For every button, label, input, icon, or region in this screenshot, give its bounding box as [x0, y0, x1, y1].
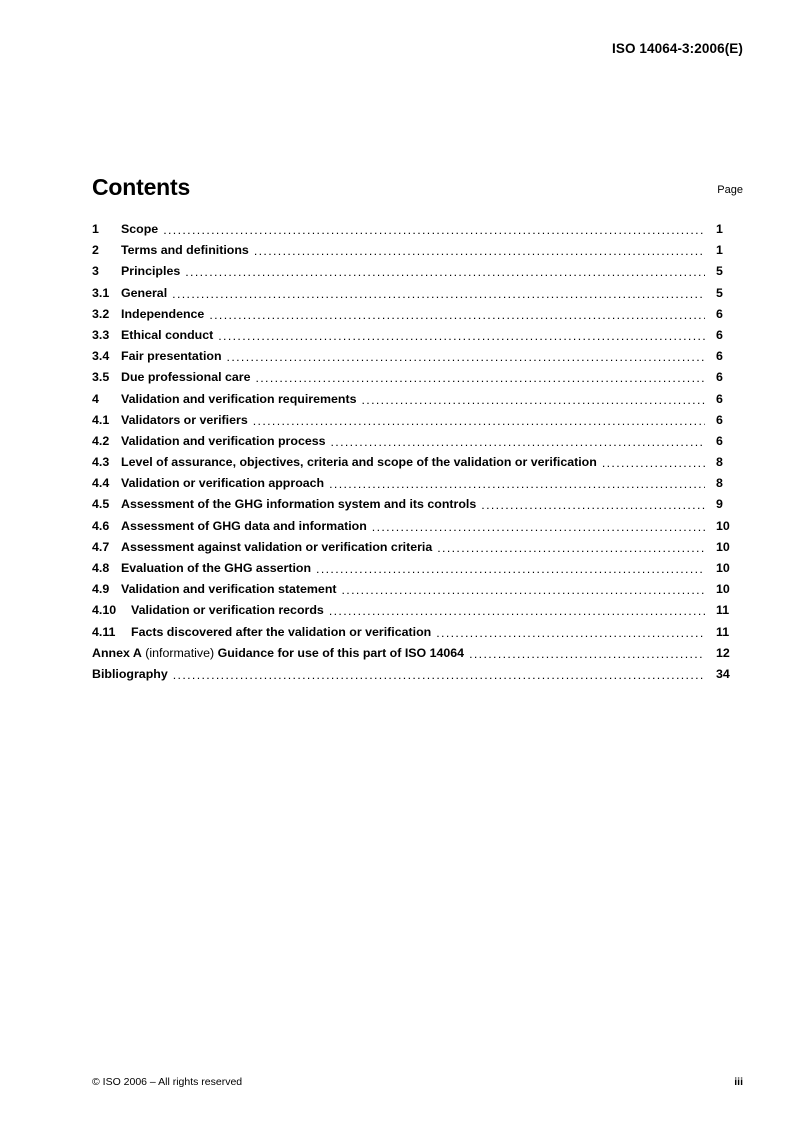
table-of-contents: [92, 222, 743, 688]
toc-dot-leader: [329, 476, 705, 493]
toc-entry[interactable]: [92, 540, 743, 561]
toc-entry-title: Level of assurance, objectives, criteria and scope of the validation or verification: [121, 455, 597, 470]
toc-entry-page-number: 5: [716, 264, 723, 279]
toc-entry[interactable]: [92, 625, 743, 646]
toc-dot-leader: [185, 264, 705, 281]
toc-entry[interactable]: [92, 392, 743, 413]
toc-entry-title: Validation or verification approach: [121, 476, 325, 491]
toc-entry-title: Principles: [121, 264, 181, 279]
toc-entry-title: General: [121, 285, 168, 300]
toc-entry-title: Assessment against validation or verification criteria: [121, 539, 433, 554]
toc-entry-number: 3.3: [92, 327, 110, 342]
toc-entry-title: Independence: [121, 306, 205, 321]
toc-dot-leader: [254, 243, 705, 260]
toc-dot-leader: [372, 519, 705, 536]
toc-entry-page-number: 10: [716, 539, 730, 554]
toc-entry-page-number: 11: [716, 603, 730, 618]
toc-entry-title: [92, 646, 469, 660]
toc-entry[interactable]: [92, 413, 743, 434]
toc-entry-page-number: 10: [716, 582, 730, 597]
toc-entry-title: Validation and verification statement: [121, 582, 337, 597]
toc-entry-title: Validators or verifiers: [121, 412, 248, 427]
toc-entry-number: 4.2: [92, 433, 110, 448]
toc-entry-title-prefix: Annex A: [92, 645, 142, 660]
page-title: Contents: [92, 174, 191, 200]
toc-entry[interactable]: [92, 667, 743, 688]
toc-entry-page-number: 1: [716, 222, 723, 236]
contents-header: [92, 174, 743, 204]
toc-entry-number: 4.7: [92, 539, 110, 554]
toc-entry-page-number: 34: [716, 666, 730, 681]
toc-entry[interactable]: [92, 307, 743, 328]
toc-dot-leader: [227, 349, 705, 366]
toc-entry[interactable]: [92, 646, 743, 667]
toc-entry-number: 4.8: [92, 561, 110, 575]
toc-entry[interactable]: [92, 561, 743, 582]
toc-dot-leader: [436, 625, 705, 642]
document-header-id: ISO 14064-3:2006(E): [612, 41, 743, 56]
toc-entry[interactable]: [92, 264, 743, 285]
toc-entry-number: 4.10: [92, 603, 117, 618]
toc-entry-page-number: 1: [716, 243, 723, 258]
toc-entry-title: Validation and verification process: [121, 433, 326, 448]
toc-entry[interactable]: [92, 286, 743, 307]
toc-entry-title: Bibliography: [92, 666, 168, 681]
toc-entry[interactable]: [92, 603, 743, 624]
toc-entry[interactable]: [92, 222, 743, 243]
toc-entry-number: 3.2: [92, 306, 110, 321]
toc-dot-leader: [329, 603, 705, 620]
toc-entry-number: 4.11: [92, 624, 116, 639]
toc-entry-title: Scope: [121, 222, 159, 236]
toc-entry-title: Validation and verification requirements: [121, 391, 357, 406]
toc-entry-title: Fair presentation: [121, 349, 222, 364]
toc-entry-page-number: 9: [716, 497, 723, 512]
toc-dot-leader: [602, 455, 705, 472]
toc-dot-leader: [342, 582, 705, 599]
toc-entry-number: 3.5: [92, 370, 110, 385]
toc-entry-page-number: 6: [716, 306, 723, 321]
toc-entry[interactable]: [92, 519, 743, 540]
toc-entry-page-number: 11: [716, 624, 730, 639]
toc-entry-page-number: 6: [716, 349, 723, 364]
toc-entry-title: Due professional care: [121, 370, 251, 385]
page-column-label: Page: [717, 184, 743, 196]
toc-dot-leader: [218, 328, 705, 345]
toc-entry-number: 1: [92, 222, 99, 236]
toc-entry-number: 4.4: [92, 476, 110, 491]
toc-entry-title: Assessment of GHG data and information: [121, 518, 367, 533]
toc-entry-page-number: 6: [716, 391, 723, 406]
toc-entry[interactable]: [92, 455, 743, 476]
toc-entry-page-number: 5: [716, 285, 723, 300]
toc-dot-leader: [437, 540, 705, 557]
toc-entry[interactable]: [92, 434, 743, 455]
toc-entry-title-qualifier: (informative): [141, 645, 218, 660]
toc-entry-title: Terms and definitions: [121, 243, 249, 258]
toc-entry[interactable]: [92, 582, 743, 603]
toc-entry-number: 3.4: [92, 349, 110, 364]
toc-entry[interactable]: [92, 476, 743, 497]
toc-entry[interactable]: [92, 349, 743, 370]
toc-entry-title: Facts discovered after the validation or verification: [131, 624, 432, 639]
toc-entry-title: Ethical conduct: [121, 327, 214, 342]
toc-entry[interactable]: [92, 243, 743, 264]
toc-dot-leader: [163, 222, 705, 239]
toc-entry-page-number: 6: [716, 370, 723, 385]
toc-entry-page-number: 8: [716, 476, 723, 491]
toc-entry-number: 2: [92, 243, 99, 258]
toc-entry-page-number: 12: [716, 645, 730, 660]
copyright-notice: © ISO 2006 – All rights reserved: [92, 1076, 243, 1088]
toc-entry-number: 3: [92, 264, 99, 279]
toc-entry-number: 4.1: [92, 412, 110, 427]
toc-entry-title-suffix: Guidance for use of this part of ISO 14064: [217, 645, 465, 660]
toc-entry-page-number: 10: [716, 561, 730, 575]
toc-entry[interactable]: [92, 370, 743, 391]
toc-entry-title: Assessment of the GHG information system and its controls: [121, 497, 477, 512]
toc-entry-number: 4.6: [92, 518, 110, 533]
toc-dot-leader: [361, 392, 705, 409]
toc-dot-leader: [255, 370, 705, 387]
toc-entry-number: 4.9: [92, 582, 110, 597]
toc-entry-title: Evaluation of the GHG assertion: [121, 561, 312, 575]
toc-dot-leader: [316, 561, 705, 578]
page-footer: [92, 1076, 743, 1092]
toc-entry[interactable]: [92, 497, 743, 518]
toc-dot-leader: [331, 434, 705, 451]
toc-entry-page-number: 6: [716, 433, 723, 448]
toc-dot-leader: [173, 667, 705, 684]
toc-entry-number: 4: [92, 391, 99, 406]
toc-entry-page-number: 6: [716, 327, 723, 342]
toc-entry-page-number: 10: [716, 518, 730, 533]
toc-dot-leader: [172, 286, 705, 303]
toc-entry-number: 3.1: [92, 285, 110, 300]
toc-entry-page-number: 8: [716, 455, 723, 470]
toc-entry-page-number: 6: [716, 412, 723, 427]
toc-dot-leader: [209, 307, 705, 324]
toc-dot-leader: [253, 413, 705, 430]
toc-entry[interactable]: [92, 328, 743, 349]
toc-dot-leader: [481, 497, 705, 514]
toc-entry-number: 4.3: [92, 455, 110, 470]
footer-page-number: iii: [734, 1076, 743, 1088]
toc-dot-leader: [469, 646, 705, 663]
toc-entry-number: 4.5: [92, 497, 110, 512]
toc-entry-title: Validation or verification records: [131, 603, 324, 618]
